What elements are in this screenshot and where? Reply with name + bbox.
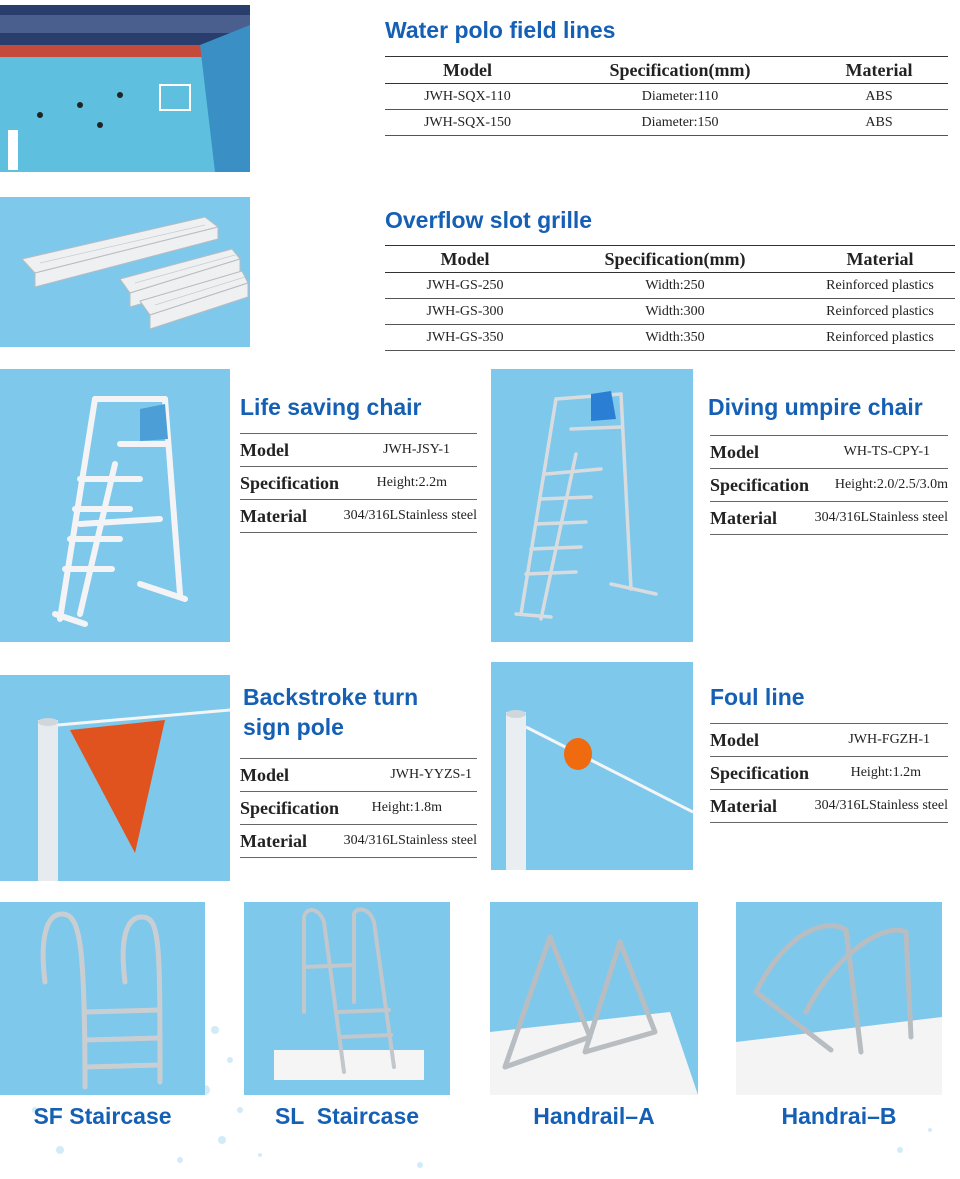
overflow-grille-photo <box>0 197 250 347</box>
diving-umpire-chair-title: Diving umpire chair <box>708 394 923 420</box>
material-value: 304/316LStainless steel <box>343 508 477 523</box>
cell-material: ABS <box>865 114 893 130</box>
backstroke-pole-title <box>243 682 418 742</box>
life-saving-chair-spec <box>240 433 477 533</box>
foul-line-title: Foul line <box>710 684 805 710</box>
header-model: Model <box>443 59 492 80</box>
model-label: Model <box>710 729 759 750</box>
handrail-b-photo <box>736 902 942 1095</box>
material-label: Material <box>710 795 777 816</box>
life-saving-chair-photo <box>0 369 230 642</box>
material-value: 304/316LStainless steel <box>814 510 948 525</box>
cell-model: JWH-SQX-110 <box>424 88 511 104</box>
spec-label: Specification <box>240 797 339 818</box>
spec-row-spec <box>240 792 477 825</box>
cell-material: ABS <box>865 88 893 104</box>
diving-umpire-chair-photo <box>491 369 693 642</box>
spec-value: Height:1.8m <box>371 800 442 815</box>
diving-umpire-chair-spec <box>710 435 948 535</box>
table-row <box>385 325 955 351</box>
cell-spec: Diameter:110 <box>641 88 719 104</box>
backstroke-title-line1: Backstroke turn <box>243 684 419 710</box>
cell-spec: Width:300 <box>645 303 705 319</box>
model-value: JWH-JSY-1 <box>383 442 450 457</box>
cell-spec: Diameter:150 <box>641 114 719 130</box>
spec-row-spec <box>710 757 948 790</box>
spec-row-spec <box>240 467 477 500</box>
spec-row-model <box>710 723 948 757</box>
sl-staircase-photo <box>244 902 450 1095</box>
overflow-grille-table <box>385 245 955 351</box>
cell-model: JWH-GS-300 <box>426 303 504 319</box>
spec-value: Height:2.0/2.5/3.0m <box>834 477 948 492</box>
sl-staircase-caption: SL Staircase <box>274 1103 420 1129</box>
foul-line-photo <box>491 662 693 870</box>
cell-material: Reinforced plastics <box>826 277 934 293</box>
handrail-a-photo <box>490 902 698 1095</box>
cell-material: Reinforced plastics <box>826 329 934 345</box>
spec-row-material <box>240 825 477 858</box>
model-label: Model <box>240 439 289 460</box>
header-material: Material <box>846 248 914 269</box>
material-label: Material <box>240 505 307 526</box>
spec-row-model <box>240 433 477 467</box>
handrail-b-caption: Handrai–B <box>781 1103 897 1129</box>
cell-material: Reinforced plastics <box>826 303 934 319</box>
material-value: 304/316LStainless steel <box>343 833 477 848</box>
header-spec: Specification(mm) <box>604 248 746 269</box>
backstroke-pole-spec <box>240 758 477 858</box>
header-spec: Specification(mm) <box>609 59 751 80</box>
header-material: Material <box>845 59 913 80</box>
table-row <box>385 110 948 136</box>
table-row <box>385 273 955 299</box>
life-saving-chair-title: Life saving chair <box>240 394 422 420</box>
table-header <box>385 245 955 273</box>
spec-row-model <box>710 435 948 469</box>
table-header <box>385 56 948 84</box>
cell-model: JWH-GS-350 <box>426 329 504 345</box>
cell-model: JWH-GS-250 <box>426 277 504 293</box>
sf-staircase-photo <box>0 902 205 1095</box>
foul-line-spec <box>710 723 948 823</box>
water-polo-photo <box>0 5 250 172</box>
material-label: Material <box>240 830 307 851</box>
cell-model: JWH-SQX-150 <box>423 114 512 130</box>
spec-value: Height:2.2m <box>376 475 447 490</box>
sf-staircase-caption: SF Staircase <box>33 1103 172 1129</box>
water-polo-title: Water polo field lines <box>385 17 616 43</box>
cell-spec: Width:350 <box>645 329 705 345</box>
overflow-grille-title: Overflow slot grille <box>385 207 593 233</box>
spec-value: Height:1.2m <box>850 765 921 780</box>
spec-label: Specification <box>240 472 339 493</box>
table-row <box>385 84 948 110</box>
spec-row-spec <box>710 469 948 502</box>
model-label: Model <box>710 441 759 462</box>
spec-row-material <box>240 500 477 533</box>
model-value: JWH-YYZS-1 <box>390 767 472 782</box>
backstroke-pole-photo <box>0 675 230 881</box>
handrail-a-caption: Handrail–A <box>533 1103 655 1129</box>
spec-row-material <box>710 790 948 823</box>
model-value: JWH-FGZH-1 <box>848 732 930 747</box>
header-model: Model <box>440 248 490 269</box>
spec-label: Specification <box>710 762 809 783</box>
table-row <box>385 299 955 325</box>
spec-label: Specification <box>710 474 809 495</box>
model-label: Model <box>240 764 289 785</box>
backstroke-title-line2: sign pole <box>243 714 344 740</box>
model-value: WH-TS-CPY-1 <box>843 444 930 459</box>
material-label: Material <box>710 507 777 528</box>
cell-spec: Width:250 <box>645 277 705 293</box>
spec-row-material <box>710 502 948 535</box>
water-polo-table <box>385 56 948 136</box>
material-value: 304/316LStainless steel <box>814 798 948 813</box>
spec-row-model <box>240 758 477 792</box>
